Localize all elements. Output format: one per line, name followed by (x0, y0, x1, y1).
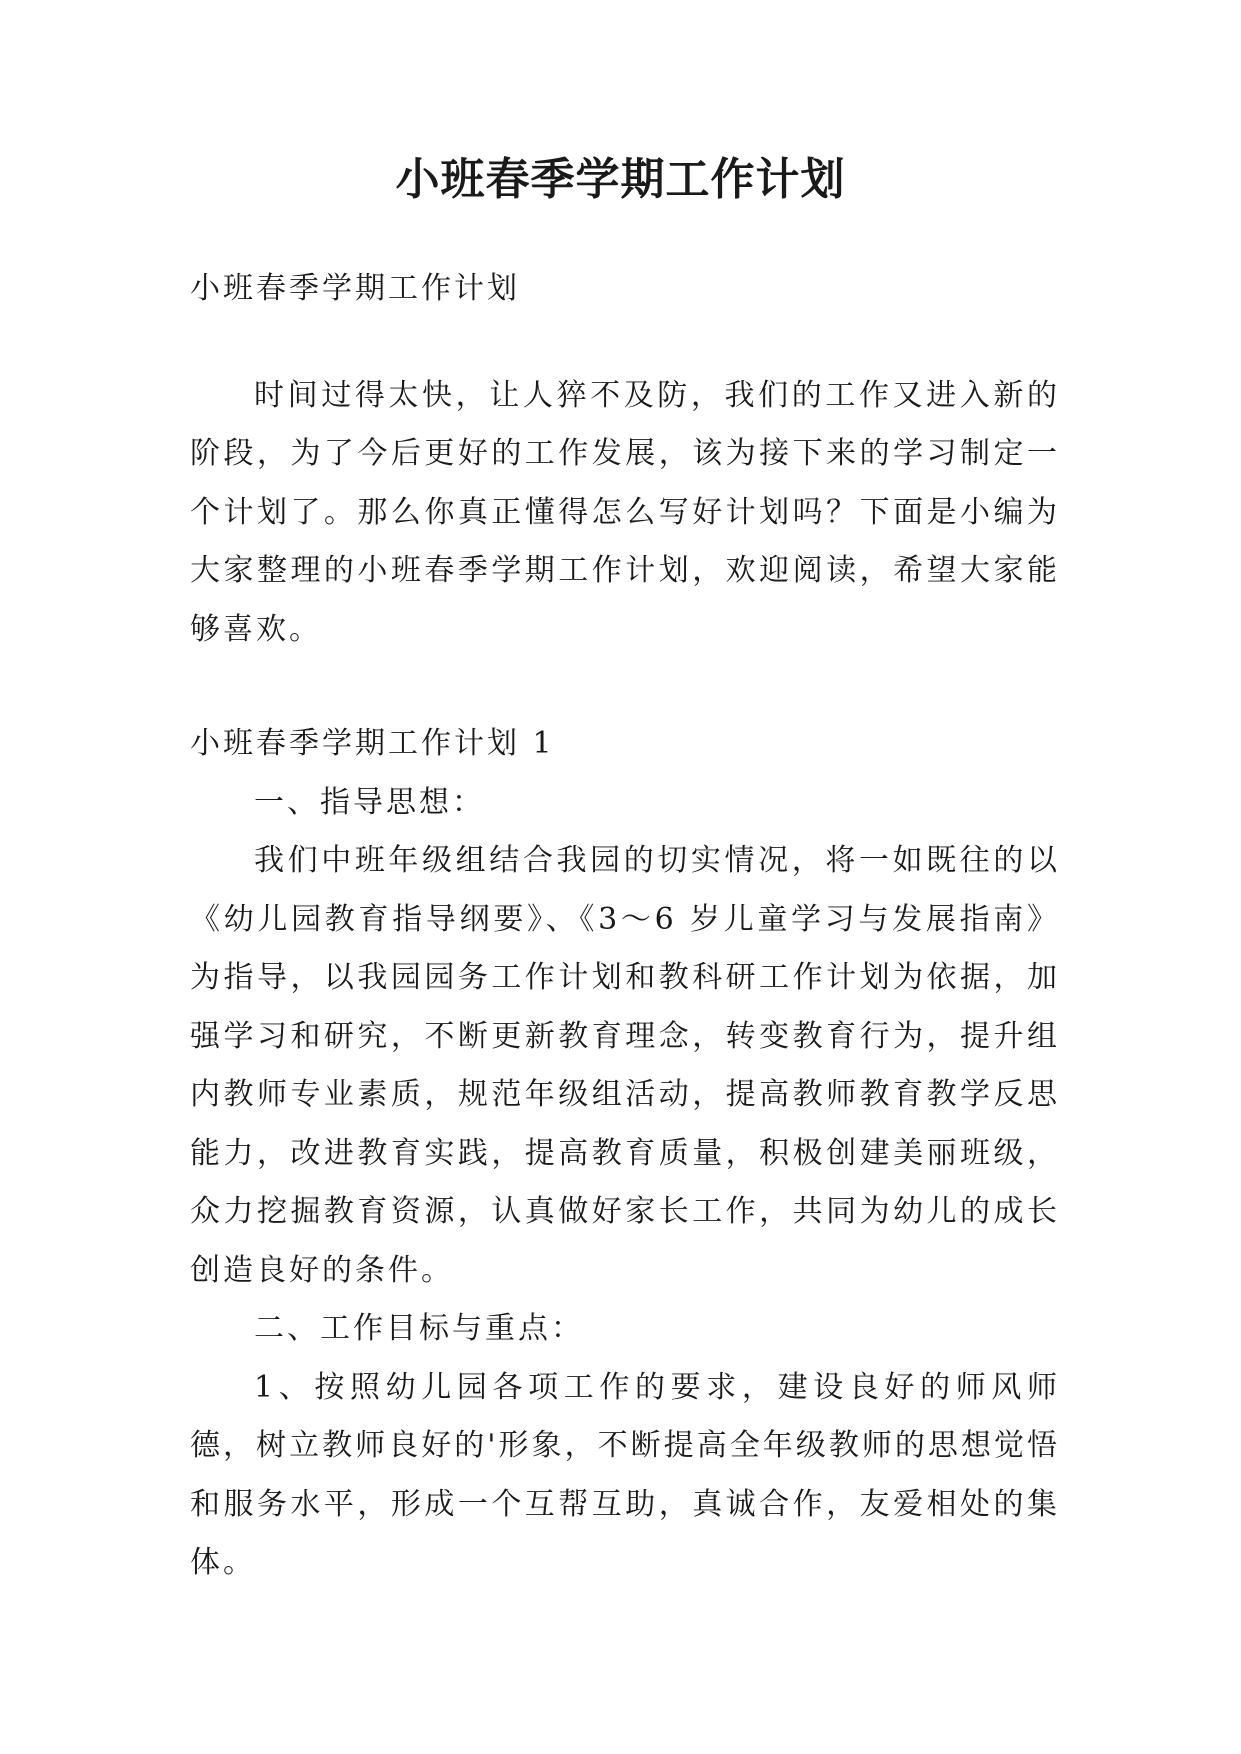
document-body (190, 260, 1060, 1593)
paragraph-goal-1: 1、按照幼儿园各项工作的要求，建设良好的师风师德，树立教师良好的'形象，不断提高全年级教师的思想觉悟和服务水平，形成一个互帮互助，真诚合作，友爱相处的集体。 (190, 1369, 1060, 1580)
document-title: 小班春季学期工作计划 (395, 154, 846, 205)
heading-goals: 二、工作目标与重点： (254, 1311, 584, 1346)
intro-paragraph: 时间过得太快，让人猝不及防，我们的工作又进入新的阶段，为了今后更好的工作发展，该为接下来的学习制定一个计划了。那么你真正懂得怎么写好计划吗？下面是小编为大家整理的小班春季学期工作计划，欢迎阅读，希望大家能够喜欢。 (190, 377, 1060, 647)
heading-guiding-ideology: 一、指导思想： (254, 784, 485, 820)
document-subtitle: 小班春季学期工作计划 (190, 271, 520, 306)
section-title: 小班春季学期工作计划 1 (190, 726, 555, 761)
paragraph-guiding-ideology: 我们中班年级组结合我园的切实情况，将一如既往的以《幼儿园教育指导纲要》、《3～6 岁儿童学习与发展指南》为指导，以我园园务工作计划和教科研工作计划为依据，加强学习和研究，不断更新教育理念，转变教育行为，提升组内教师专业素质，规范年级组活动，提高教师教育教学反思能力，改进教育实践，提高教育质量，积极创建美丽班级，众力挖掘教育资源，认真做好家长工作，共同为幼儿的成长创造良好的条件。 (190, 843, 1060, 1288)
